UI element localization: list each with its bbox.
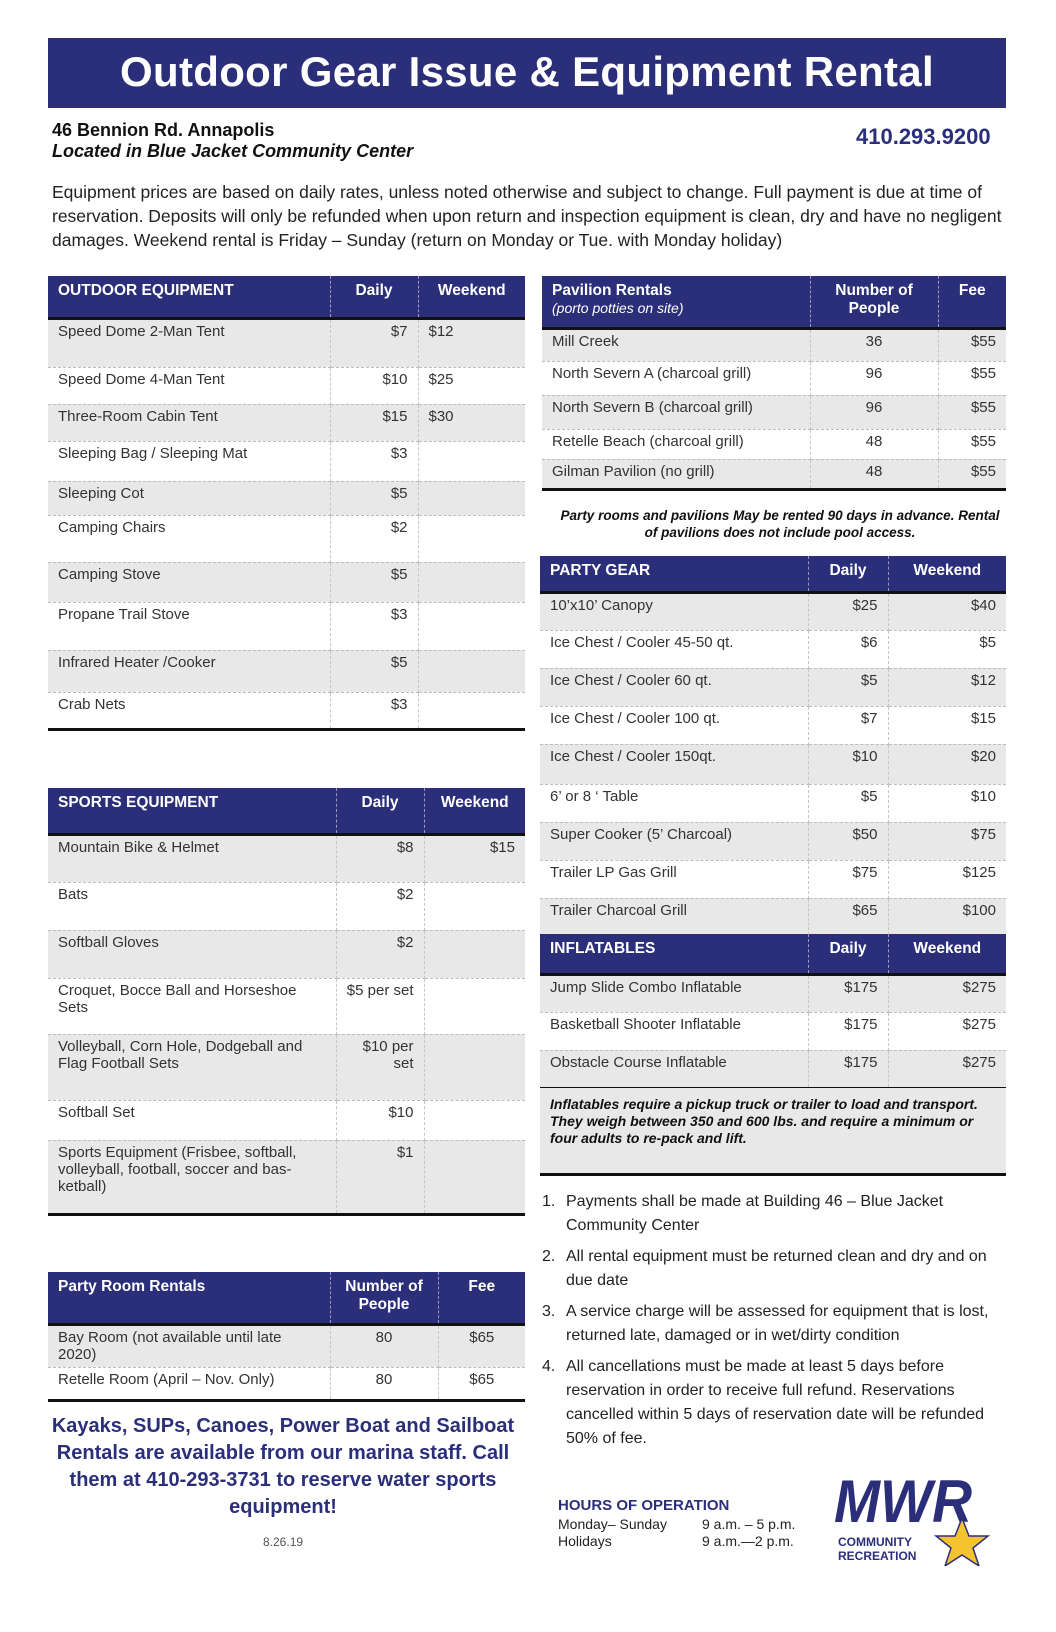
item-value [418,562,525,602]
gear-header-daily: Daily [808,556,888,592]
item-value: $55 [938,328,1006,361]
item-name: Softball Set [48,1100,336,1140]
gear-header-weekend: Weekend [888,556,1006,592]
item-name: Camping Chairs [48,515,330,562]
pavilion-header-title: Pavilion Rentals [552,282,672,299]
item-name: Trailer Charcoal Grill [540,898,808,936]
item-name: Basketball Shooter Inflatable [540,1012,808,1050]
item-value: $75 [888,822,1006,860]
item-value: $8 [336,834,424,882]
sports-row [48,1034,525,1100]
pavilion-row [542,429,1006,459]
item-name: Retelle Beach (charcoal grill) [542,429,810,459]
item-name: Super Cooker (5’ Charcoal) [540,822,808,860]
item-value [418,515,525,562]
item-name: Trailer LP Gas Grill [540,860,808,898]
item-name: Mountain Bike & Helmet [48,834,336,882]
pavilion-header-subtitle: (porto potties on site) [552,300,684,316]
sports-row [48,834,525,882]
gear-row [540,592,1006,630]
item-name: Sleeping Cot [48,481,330,515]
gear-row [540,630,1006,668]
gear-row [540,822,1006,860]
item-value: $275 [888,1050,1006,1088]
item-name: 6’ or 8 ‘ Table [540,784,808,822]
item-value: $12 [418,318,525,367]
item-value: $175 [808,974,888,1012]
revision-date: 8.26.19 [263,1535,304,1549]
rule-item: 4. All cancellations must be made at least 5 days before reservation in order to receive full refund. Reservations cancelled within 5 days of reservation date will be refunded 50% of fee. [542,1358,985,1447]
item-value: $55 [938,459,1006,489]
sports-row [48,1140,525,1214]
sports-row [48,1100,525,1140]
infl-header-weekend: Weekend [888,934,1006,974]
item-name: Bats [48,882,336,930]
gear-row [540,744,1006,784]
hours-time: 9 a.m. – 5 p.m. [702,1516,796,1532]
item-value: $15 [424,834,525,882]
outdoor-equipment-table [48,276,525,731]
outdoor-row [48,562,525,602]
outdoor-header-daily: Daily [330,276,418,318]
gear-row [540,898,1006,936]
outdoor-header-item: OUTDOOR EQUIPMENT [48,276,330,318]
rule-item: 3. A service charge will be assessed for equipment that is lost, returned late, damaged or in wet/dirty condition [542,1303,989,1344]
pavilion-header-fee: Fee [938,276,1006,328]
sports-row [48,978,525,1034]
rule-text: Payments shall be made at Building 46 – Blue Jacket Community Center [566,1193,944,1234]
item-value: 48 [810,459,938,489]
inflatables-table [540,934,1006,1090]
pavilion-row [542,395,1006,429]
room-row [48,1367,525,1400]
hours-title: HOURS OF OPERATION [558,1497,730,1514]
item-value: $50 [808,822,888,860]
item-value: $65 [808,898,888,936]
item-value: $5 per set [336,978,424,1034]
inflatable-row [540,1012,1006,1050]
item-value: $1 [336,1140,424,1214]
hours-row [558,1533,795,1550]
item-value [418,481,525,515]
item-value: $5 [330,481,418,515]
item-value: $3 [330,441,418,481]
item-value: $10 [336,1100,424,1140]
item-value: 96 [810,361,938,395]
item-value: $7 [808,706,888,744]
pavilion-header-item [542,276,810,328]
item-name: Propane Trail Stove [48,602,330,650]
item-value: $2 [330,515,418,562]
item-name: Infrared Heater /Cooker [48,650,330,692]
item-value: $7 [330,318,418,367]
rule-item: 2. All rental equipment must be returned clean and dry and on due date [542,1248,987,1289]
logo-line-recreation: RECREATION [838,1549,917,1563]
item-name: North Severn B (charcoal grill) [542,395,810,429]
item-value: $100 [888,898,1006,936]
item-value [424,930,525,978]
item-value [418,441,525,481]
item-value: $175 [808,1012,888,1050]
item-value: $5 [888,630,1006,668]
item-name: Volleyball, Corn Hole, Dodgeball and Flag Football Sets [48,1034,336,1100]
item-name: Sleeping Bag / Sleeping Mat [48,441,330,481]
item-name: Bay Room (not available until late 2020) [48,1324,330,1367]
item-name: Speed Dome 4-Man Tent [48,367,330,404]
item-value: $55 [938,395,1006,429]
pavilion-header-people: Number of People [810,276,938,328]
logo-line-community: COMMUNITY [838,1535,912,1549]
item-value: $12 [888,668,1006,706]
infl-header-daily: Daily [808,934,888,974]
item-value: $5 [808,668,888,706]
outdoor-row [48,367,525,404]
sports-header-weekend: Weekend [424,788,525,834]
item-value: 80 [330,1324,438,1367]
item-value: $55 [938,361,1006,395]
sports-header-item: SPORTS EQUIPMENT [48,788,336,834]
outdoor-row [48,481,525,515]
item-value: $65 [438,1324,525,1367]
item-name: Sports Equipment (Frisbee, softball, volleyball, football, soccer and bas-ketball) [48,1140,336,1214]
item-name: Obstacle Course Inflatable [540,1050,808,1088]
item-value: $25 [418,367,525,404]
gear-row [540,706,1006,744]
pavilion-note: Party rooms and pavilions May be rented 90 days in advance. Rental of pavilions does not include pool access. [560,508,1000,540]
pavilion-row [542,328,1006,361]
hours-row [558,1516,795,1533]
item-value: $55 [938,429,1006,459]
item-value: $5 [330,650,418,692]
item-value: $10 [888,784,1006,822]
outdoor-row [48,602,525,650]
rule-item: 1. Payments shall be made at Building 46 – Blue Jacket Community Center [542,1193,944,1234]
phone-number: 410.293.9200 [856,124,991,149]
item-name: Retelle Room (April – Nov. Only) [48,1367,330,1400]
outdoor-row [48,318,525,367]
hours-day: Holidays [558,1533,612,1549]
item-name: Crab Nets [48,692,330,729]
item-value [424,1034,525,1100]
item-value [424,978,525,1034]
item-value: $3 [330,602,418,650]
item-value: $25 [808,592,888,630]
item-value: $275 [888,974,1006,1012]
item-name: Mill Creek [542,328,810,361]
hours-time: 9 a.m.—2 p.m. [702,1533,794,1549]
outdoor-row [48,441,525,481]
rule-text: A service charge will be assessed for equipment that is lost, returned late, damaged or in wet/dirty condition [566,1303,989,1344]
item-value: $40 [888,592,1006,630]
item-value: $5 [808,784,888,822]
gear-header-item: PARTY GEAR [540,556,808,592]
room-row [48,1324,525,1367]
inflatables-note: Inflatables require a pickup truck or trailer to load and transport. They weigh between 350 and 600 lbs. and require a minimum or four adults to re-pack and lift. [540,1088,1006,1176]
item-value: 80 [330,1367,438,1400]
item-name: 10’x10’ Canopy [540,592,808,630]
item-value: $75 [808,860,888,898]
logo-wordmark: MWR [834,1468,972,1535]
item-value: $15 [888,706,1006,744]
item-value: 48 [810,429,938,459]
gear-row [540,860,1006,898]
mwr-logo [832,1466,1008,1566]
sports-header-daily: Daily [336,788,424,834]
inflatable-row [540,974,1006,1012]
rooms-header-fee: Fee [438,1272,525,1324]
location-line: Located in Blue Jacket Community Center [52,141,414,161]
item-value: $2 [336,930,424,978]
gear-row [540,668,1006,706]
item-name: Softball Gloves [48,930,336,978]
rental-rules-list [540,1190,1000,1458]
outdoor-row [48,515,525,562]
rule-text: All rental equipment must be returned clean and dry and on due date [566,1248,987,1289]
item-value: $5 [330,562,418,602]
rooms-header-people: Number of People [330,1272,438,1324]
party-gear-table [540,556,1006,938]
sports-equipment-table [48,788,525,1216]
item-value: $6 [808,630,888,668]
intro-paragraph: Equipment prices are based on daily rates, unless noted otherwise and subject to change. Full payment is due at time of reservation. Deposits will only be refunded when upon return and inspection equipment is clean, dry and have no negligent damages. Weekend rental is Friday – Sunday (return on Monday or Tue. with Monday holiday) [52,182,1002,250]
gear-row [540,784,1006,822]
page-title: Outdoor Gear Issue & Equipment Rental [48,38,1006,108]
item-name: Three-Room Cabin Tent [48,404,330,441]
sports-row [48,930,525,978]
item-name: Camping Stove [48,562,330,602]
outdoor-row [48,692,525,729]
item-name: Ice Chest / Cooler 60 qt. [540,668,808,706]
item-value: $15 [330,404,418,441]
item-value: $65 [438,1367,525,1400]
item-value: 36 [810,328,938,361]
outdoor-header-weekend: Weekend [418,276,525,318]
item-value: $10 per set [336,1034,424,1100]
item-name: Ice Chest / Cooler 100 qt. [540,706,808,744]
item-value: $125 [888,860,1006,898]
item-value: $275 [888,1012,1006,1050]
item-value: $30 [418,404,525,441]
infl-header-item: INFLATABLES [540,934,808,974]
item-name: Ice Chest / Cooler 45-50 qt. [540,630,808,668]
item-value: $3 [330,692,418,729]
pavilion-table [542,276,1006,491]
water-sports-note: Kayaks, SUPs, Canoes, Power Boat and Sailboat Rentals are available from our marina staff. Call them at 410-293-3731 to reserve water sports equipment! [51,1415,515,1518]
item-name: North Severn A (charcoal grill) [542,361,810,395]
item-value [418,602,525,650]
outdoor-row [48,404,525,441]
pavilion-row [542,459,1006,489]
inflatable-row [540,1050,1006,1088]
outdoor-row [48,650,525,692]
rule-text: All cancellations must be made at least 5 days before reservation in order to receive full refund. Reservations cancelled within 5 days of reservation date will be refunded 50% of fee. [566,1358,985,1447]
item-value [424,1140,525,1214]
item-value [424,1100,525,1140]
item-value [418,692,525,729]
hours-day: Monday– Sunday [558,1516,667,1532]
item-name: Croquet, Bocce Ball and Horseshoe Sets [48,978,336,1034]
address-line: 46 Bennion Rd. Annapolis [52,120,275,140]
rooms-header-item: Party Room Rentals [48,1272,330,1324]
item-name: Speed Dome 2-Man Tent [48,318,330,367]
item-value: $10 [808,744,888,784]
item-value: $20 [888,744,1006,784]
item-value: $10 [330,367,418,404]
item-value: $175 [808,1050,888,1088]
item-name: Ice Chest / Cooler 150qt. [540,744,808,784]
party-room-table [48,1272,525,1402]
hours-of-operation [558,1497,795,1550]
item-name: Jump Slide Combo Inflatable [540,974,808,1012]
item-value: $2 [336,882,424,930]
item-name: Gilman Pavilion (no grill) [542,459,810,489]
pavilion-row [542,361,1006,395]
item-value: 96 [810,395,938,429]
item-value [424,882,525,930]
sports-row [48,882,525,930]
item-value [418,650,525,692]
